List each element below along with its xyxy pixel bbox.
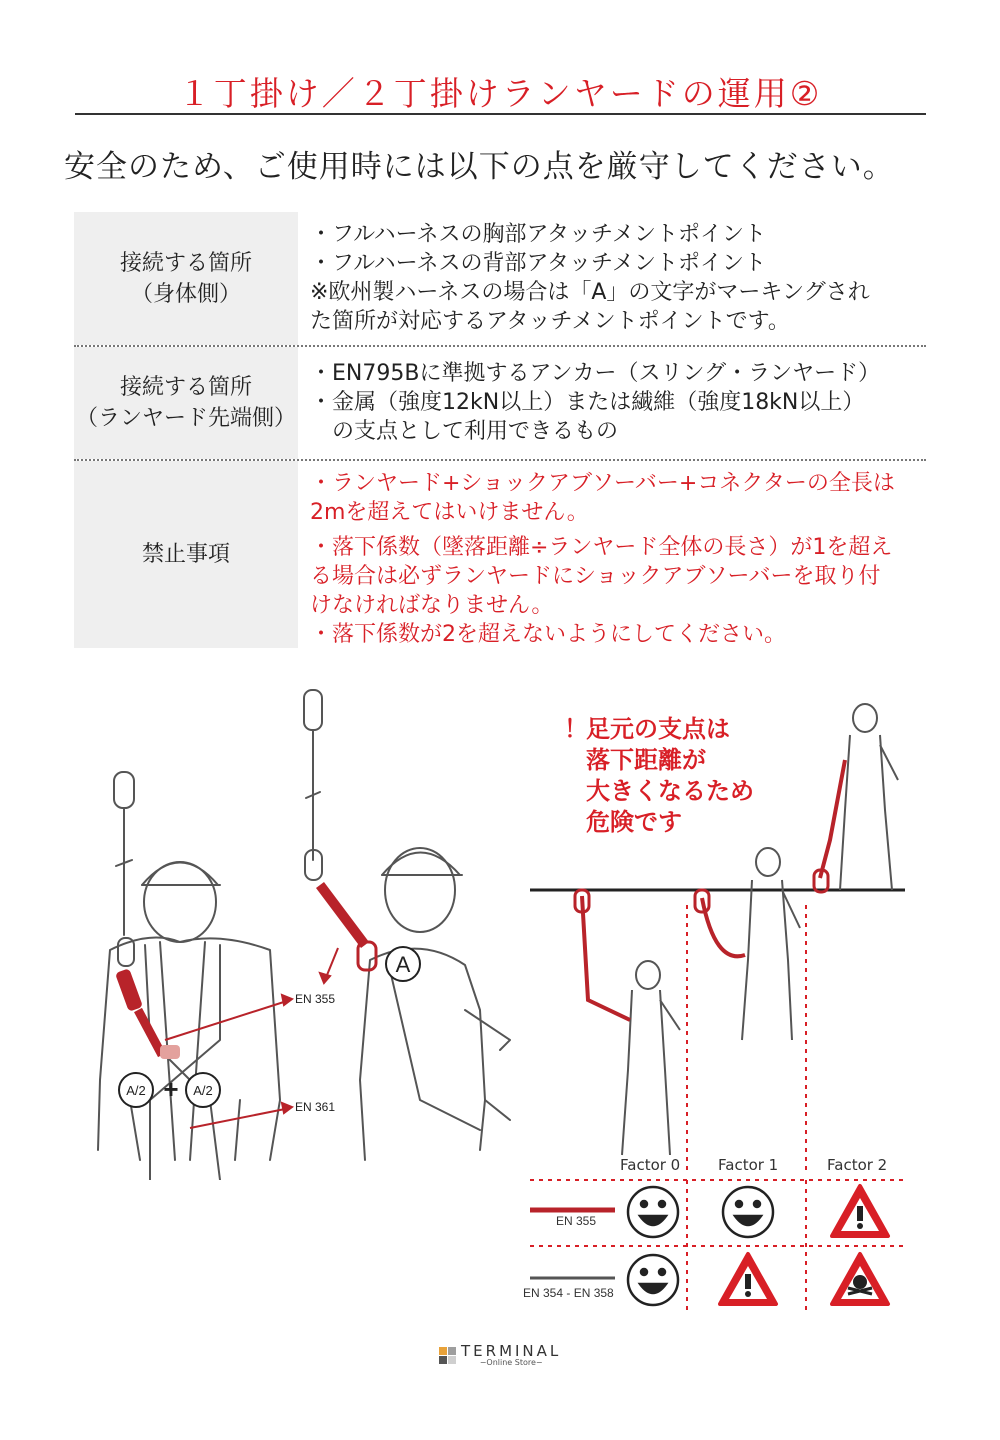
row-content: ・フルハーネスの胸部アタッチメントポイント ・フルハーネスの背部アタッチメントポイント ※欧州製ハーネスの場合は「A」の文字がマーキングされ た箇所が対応するアタッチメントポイントです。 xyxy=(310,222,870,334)
a-half-text-right: A/2 xyxy=(193,1083,213,1098)
rules-table xyxy=(74,212,926,648)
plus-text: + xyxy=(163,1074,179,1104)
row-label: 接続する箇所 （ランヤード先端側） xyxy=(74,347,298,459)
danger-skull-icon xyxy=(832,1254,888,1304)
table-row xyxy=(74,459,926,648)
smile-icon xyxy=(628,1255,678,1305)
en361-label: EN 361 xyxy=(295,1100,336,1114)
row-content-prohibited: ・ランヤード+ショックアブソーバー+コネクターの全長は 2mを超えてはいけません。 ・落下係数（墜落距離÷ランヤード全体の長さ）が1を超え る場合は必ずランヤードにショックアブソーバーを取り付 けなければなりません。 ・落下係数が2を超えないようにしてください。 xyxy=(310,471,895,647)
factor-2-label: Factor 2 xyxy=(827,1156,888,1174)
chart-en355-label: EN 355 xyxy=(556,1214,597,1228)
smile-icon xyxy=(723,1187,773,1237)
factor-0-label: Factor 0 xyxy=(620,1156,681,1174)
table-row xyxy=(74,212,926,345)
title-rule xyxy=(75,113,926,115)
row-label: 接続する箇所 （身体側） xyxy=(74,212,298,345)
a-mark-text: A xyxy=(395,952,411,977)
page-title: １丁掛け／２丁掛けランヤードの運用② xyxy=(177,74,823,113)
warning-icon xyxy=(832,1186,888,1236)
foot-anchor-warning: ！ 足元の支点は 落下距離が 大きくなるため 危険です xyxy=(564,715,754,836)
a-half-text-left: A/2 xyxy=(126,1083,146,1098)
terminal-logo: TERMINAL −Online Store− xyxy=(439,1344,561,1367)
row-content: ・EN795Bに準拠するアンカー（スリング・ランヤード） ・金属（強度12kN以上）または繊維（強度18kN以上） の支点として利用できるもの xyxy=(310,361,881,444)
warning-icon xyxy=(720,1254,776,1304)
chart-en354-label: EN 354 - EN 358 xyxy=(523,1286,614,1300)
smile-icon xyxy=(628,1187,678,1237)
fall-factor-illustration xyxy=(520,700,920,1170)
factor-1-label: Factor 1 xyxy=(718,1156,779,1174)
harness-illustration xyxy=(70,680,530,1180)
row-label: 禁止事項 xyxy=(74,461,298,648)
table-row xyxy=(74,345,926,459)
page-subtitle: 安全のため、ご使用時には以下の点を厳守してください。 xyxy=(64,149,895,185)
logo-mark-icon xyxy=(439,1347,456,1364)
en355-label: EN 355 xyxy=(295,992,336,1006)
